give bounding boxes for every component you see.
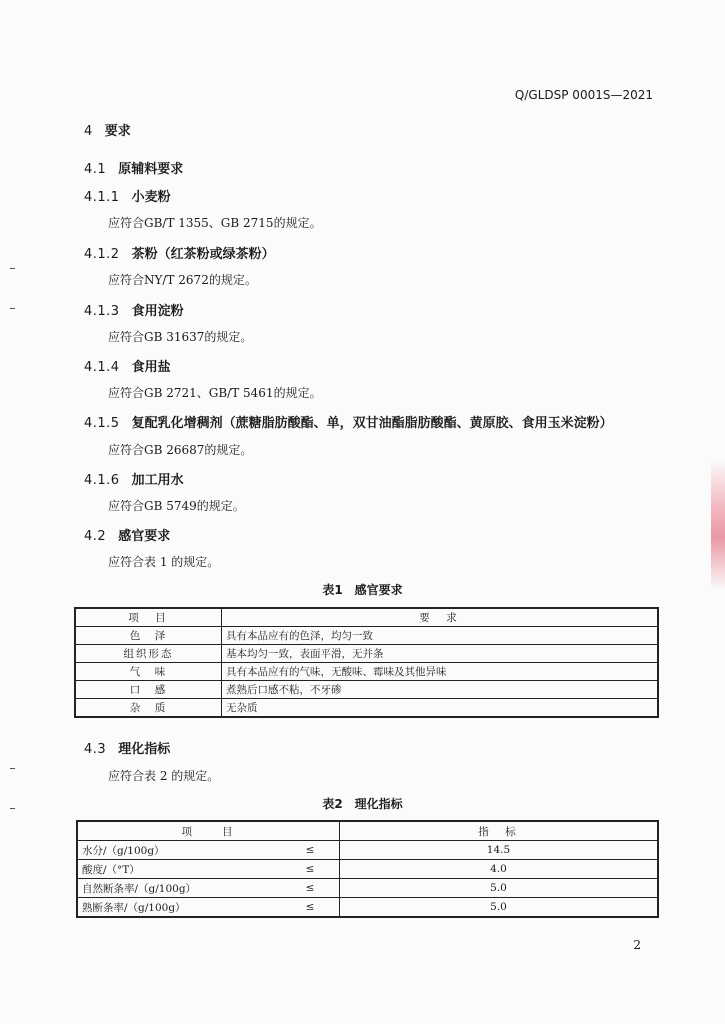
item-cell: 熟断条率/（g/100g） [77, 898, 281, 918]
section-4-1-heading: 4.1 原辅料要求 [84, 162, 184, 177]
operator-cell: ≤ [281, 860, 340, 879]
red-seal-stamp-fragment [711, 460, 725, 590]
section-4-1-3-text: 应符合GB 31637的规定。 [108, 330, 253, 344]
section-4-1-6-heading: 4.1.6 加工用水 [84, 473, 184, 488]
operator-cell: ≤ [281, 879, 340, 898]
header-cell-item: 项 目 [77, 821, 340, 841]
item-cell: 色 泽 [75, 627, 222, 645]
section-4-1-3-heading: 4.1.3 食用淀粉 [84, 304, 184, 319]
section-4-1-4-heading: 4.1.4 食用盐 [84, 360, 171, 375]
section-4-2-text: 应符合表 1 的规定。 [108, 555, 220, 569]
table-row [77, 860, 658, 879]
page-number: 2 [633, 938, 641, 952]
requirement-cell: 具有本品应有的气味，无酸味、霉味及其他异味 [222, 663, 659, 681]
requirement-cell: 基本均匀一致，表面平滑，无并条 [222, 645, 659, 663]
table-row [77, 898, 658, 918]
table-row [75, 627, 658, 645]
table-row [77, 879, 658, 898]
value-cell: 5.0 [340, 879, 659, 898]
section-4-1-5-text: 应符合GB 26687的规定。 [108, 443, 253, 457]
table-header-row [75, 608, 658, 627]
requirement-cell: 煮熟后口感不粘，不牙碜 [222, 681, 659, 699]
value-cell: 14.5 [340, 841, 659, 860]
scan-mark [10, 808, 15, 809]
item-cell: 组织形态 [75, 645, 222, 663]
table-row [75, 645, 658, 663]
item-cell: 杂 质 [75, 699, 222, 718]
section-4-1-2-text: 应符合NY/T 2672的规定。 [108, 273, 257, 287]
table-row [75, 681, 658, 699]
section-4-1-5-heading: 4.1.5 复配乳化增稠剂（蔗糖脂肪酸酯、单，双甘油酯脂肪酸酯、黄原胶、食用玉米淀粉） [84, 416, 613, 431]
section-4-1-1-text: 应符合GB/T 1355、GB 2715的规定。 [108, 216, 322, 230]
requirement-cell: 具有本品应有的色泽，均匀一致 [222, 627, 659, 645]
section-4-1-4-text: 应符合GB 2721、GB/T 5461的规定。 [108, 386, 322, 400]
table-1-caption: 表1 感官要求 [322, 583, 403, 597]
section-4-1-2-heading: 4.1.2 茶粉（红茶粉或绿茶粉） [84, 247, 275, 262]
item-cell: 气 味 [75, 663, 222, 681]
item-cell: 口 感 [75, 681, 222, 699]
header-cell-requirement: 要 求 [222, 608, 659, 627]
document-code: Q/GLDSP 0001S—2021 [514, 88, 653, 102]
requirement-cell: 无杂质 [222, 699, 659, 718]
physicochemical-indicators-table [76, 820, 659, 918]
item-cell: 酸度/（°T） [77, 860, 281, 879]
section-4-3-text: 应符合表 2 的规定。 [108, 769, 220, 783]
section-4-2-heading: 4.2 感官要求 [84, 529, 171, 544]
section-4-3-heading: 4.3 理化指标 [84, 742, 171, 757]
value-cell: 5.0 [340, 898, 659, 918]
section-4-1-6-text: 应符合GB 5749的规定。 [108, 499, 245, 513]
table-row [75, 699, 658, 718]
value-cell: 4.0 [340, 860, 659, 879]
item-cell: 自然断条率/（g/100g） [77, 879, 281, 898]
table-2-caption: 表2 理化指标 [322, 797, 403, 811]
scan-mark [10, 308, 15, 309]
header-cell-indicator: 指 标 [340, 821, 659, 841]
operator-cell: ≤ [281, 898, 340, 918]
scan-mark [10, 768, 15, 769]
table-header-row [77, 821, 658, 841]
scan-mark [10, 268, 15, 269]
table-row [75, 663, 658, 681]
section-4-1-1-heading: 4.1.1 小麦粉 [84, 190, 171, 205]
item-cell: 水分/（g/100g） [77, 841, 281, 860]
operator-cell: ≤ [281, 841, 340, 860]
header-cell-item: 项 目 [75, 608, 222, 627]
table-row [77, 841, 658, 860]
section-4-heading: 4 要求 [84, 124, 131, 139]
sensory-requirements-table [74, 607, 659, 718]
